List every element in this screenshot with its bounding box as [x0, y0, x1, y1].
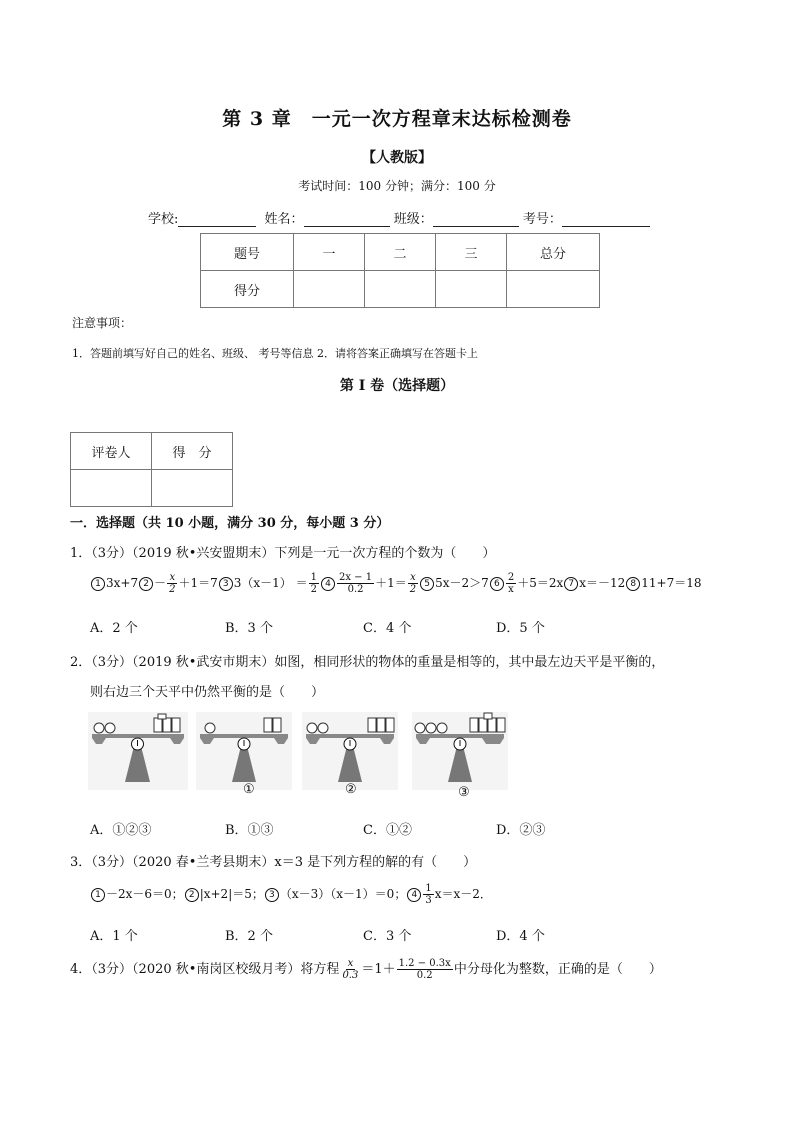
q2-stem-line2: 则右边三个天平中仍然平衡的是（ ）: [90, 685, 325, 700]
score-cell[interactable]: [507, 271, 600, 308]
name-label: 姓名：: [264, 212, 304, 227]
score-cell[interactable]: [294, 271, 365, 308]
circled-2-icon: 2: [185, 888, 199, 902]
grader-table: [70, 432, 233, 507]
circled-7-icon: 7: [564, 577, 578, 591]
score-row-label: 得分: [201, 271, 294, 308]
circled-1-icon: 1: [91, 577, 105, 591]
circled-1-icon: 1: [91, 888, 105, 902]
q1-stem: 1．（3分）（2019 秋•兴安盟期末）下列是一元一次方程的个数为（ ）: [70, 546, 496, 561]
balance-scale-1: [196, 712, 292, 790]
score-header-cell: 总分: [507, 234, 600, 271]
reviewer-cell[interactable]: [71, 470, 152, 507]
school-label: 学校:: [148, 212, 179, 227]
score-cell[interactable]: [365, 271, 436, 308]
figure-label-2: ②: [345, 782, 357, 797]
q1-option-d[interactable]: D．5 个: [496, 621, 545, 636]
notes-title: 注意事项：: [72, 316, 133, 330]
q3-option-a[interactable]: A．1 个: [90, 929, 138, 944]
section-heading: 一．选择题（共 10 小题，满分 30 分，每小题 3 分）: [70, 516, 390, 531]
circled-2-icon: 2: [139, 577, 153, 591]
q2-stem-line1: 2．（3分）（2019 秋•武安市期末）如图，相同形状的物体的重量是相等的，其中最左边天平是平衡的，: [70, 655, 665, 670]
q4-stem-suffix: 中分母化为整数，正确的是（ ）: [453, 962, 662, 977]
figure-label-3: ③: [458, 785, 470, 800]
grader-score-cell[interactable]: [152, 470, 233, 507]
q3-option-b[interactable]: B．2 个: [225, 929, 273, 944]
circled-5-icon: 5: [420, 577, 434, 591]
q4-fraction-left: $\frac{x}{0.3}$: [342, 958, 359, 981]
reviewer-label: 评卷人: [71, 433, 152, 470]
q2-option-d[interactable]: D．②③: [496, 823, 546, 838]
circled-8-icon: 8: [626, 577, 640, 591]
name-blank[interactable]: [304, 212, 390, 227]
exam-no-label: 考号：: [522, 212, 562, 227]
q3-equations: 1 －2x－6＝0； 2 |x+2|＝5； 3 （x－3）（x－1）＝0； 4 $\frac{1}{3}$ x＝x－2．: [90, 883, 492, 906]
balance-scale-2: [302, 712, 398, 790]
circled-4-icon: 4: [407, 888, 421, 902]
q1-equations: 1 3x+7 2 － $\frac{x}{2}$ ＋1＝7 3 3（x－1） ＝ $\frac{1}{2}$ 4 $\frac{2x - 1}{0.2}$ ＋1＝ $\frac{x}{2}$ 5 5x－2＞7 6 $\frac{2}{x}$ ＋5＝2x 7 x＝－12 8 11+7＝18: [90, 572, 702, 595]
q1-option-c[interactable]: C．4 个: [363, 621, 412, 636]
circled-6-icon: 6: [490, 577, 504, 591]
edition-label: 【人教版】: [362, 150, 432, 166]
score-header-cell: 二: [365, 234, 436, 271]
q2-option-b[interactable]: B．①③: [225, 823, 274, 838]
figure-label-1: ①: [243, 782, 255, 797]
circled-4-icon: 4: [321, 577, 335, 591]
score-cell[interactable]: [436, 271, 507, 308]
exam-no-blank[interactable]: [562, 212, 650, 227]
q3-option-d[interactable]: D．4 个: [496, 929, 545, 944]
class-label: 班级：: [393, 212, 433, 227]
score-label: 得 分: [152, 433, 233, 470]
score-header-cell: 一: [294, 234, 365, 271]
circled-3-icon: 3: [265, 888, 279, 902]
score-header-cell: 题号: [201, 234, 294, 271]
page-title: 第 3 章 一元一次方程章末达标检测卷: [222, 108, 572, 130]
q2-option-c[interactable]: C．①②: [363, 823, 412, 838]
q1-option-a[interactable]: A．2 个: [90, 621, 138, 636]
balance-scale-left: [88, 712, 188, 790]
class-blank[interactable]: [433, 212, 519, 227]
info-line: [148, 208, 650, 227]
q3-option-c[interactable]: C．3 个: [363, 929, 412, 944]
score-header-cell: 三: [436, 234, 507, 271]
volume-title: 第 I 卷（选择题）: [339, 378, 455, 394]
school-blank[interactable]: [178, 212, 256, 227]
balance-scale-3: [412, 712, 508, 790]
q3-stem: 3．（3分）（2020 春•兰考县期末）x＝3 是下列方程的解的有（ ）: [70, 855, 477, 870]
exam-time-info: 考试时间：100 分钟；满分：100 分: [298, 179, 496, 193]
q4-stem-prefix: 4．（3分）（2020 秋•南岗区校级月考）将方程: [70, 962, 340, 977]
score-table: [200, 233, 600, 308]
q1-option-b[interactable]: B．3 个: [225, 621, 273, 636]
q4-fraction-right: $\frac{1.2 - 0.3x}{0.2}$: [398, 958, 451, 981]
balance-figure: [88, 712, 508, 790]
q4-stem: 4．（3分）（2020 秋•南岗区校级月考）将方程 $\frac{x}{0.3}$ ＝1＋ $\frac{1.2 - 0.3x}{0.2}$ 中分母化为整数，正确的是（ ）: [70, 958, 662, 981]
circled-3-icon: 3: [219, 577, 233, 591]
q2-option-a[interactable]: A．①②③: [90, 823, 152, 838]
notes-line: 1．答题前填写好自己的姓名、班级、 考号等信息 2．请将答案正确填写在答题卡上: [72, 347, 478, 360]
